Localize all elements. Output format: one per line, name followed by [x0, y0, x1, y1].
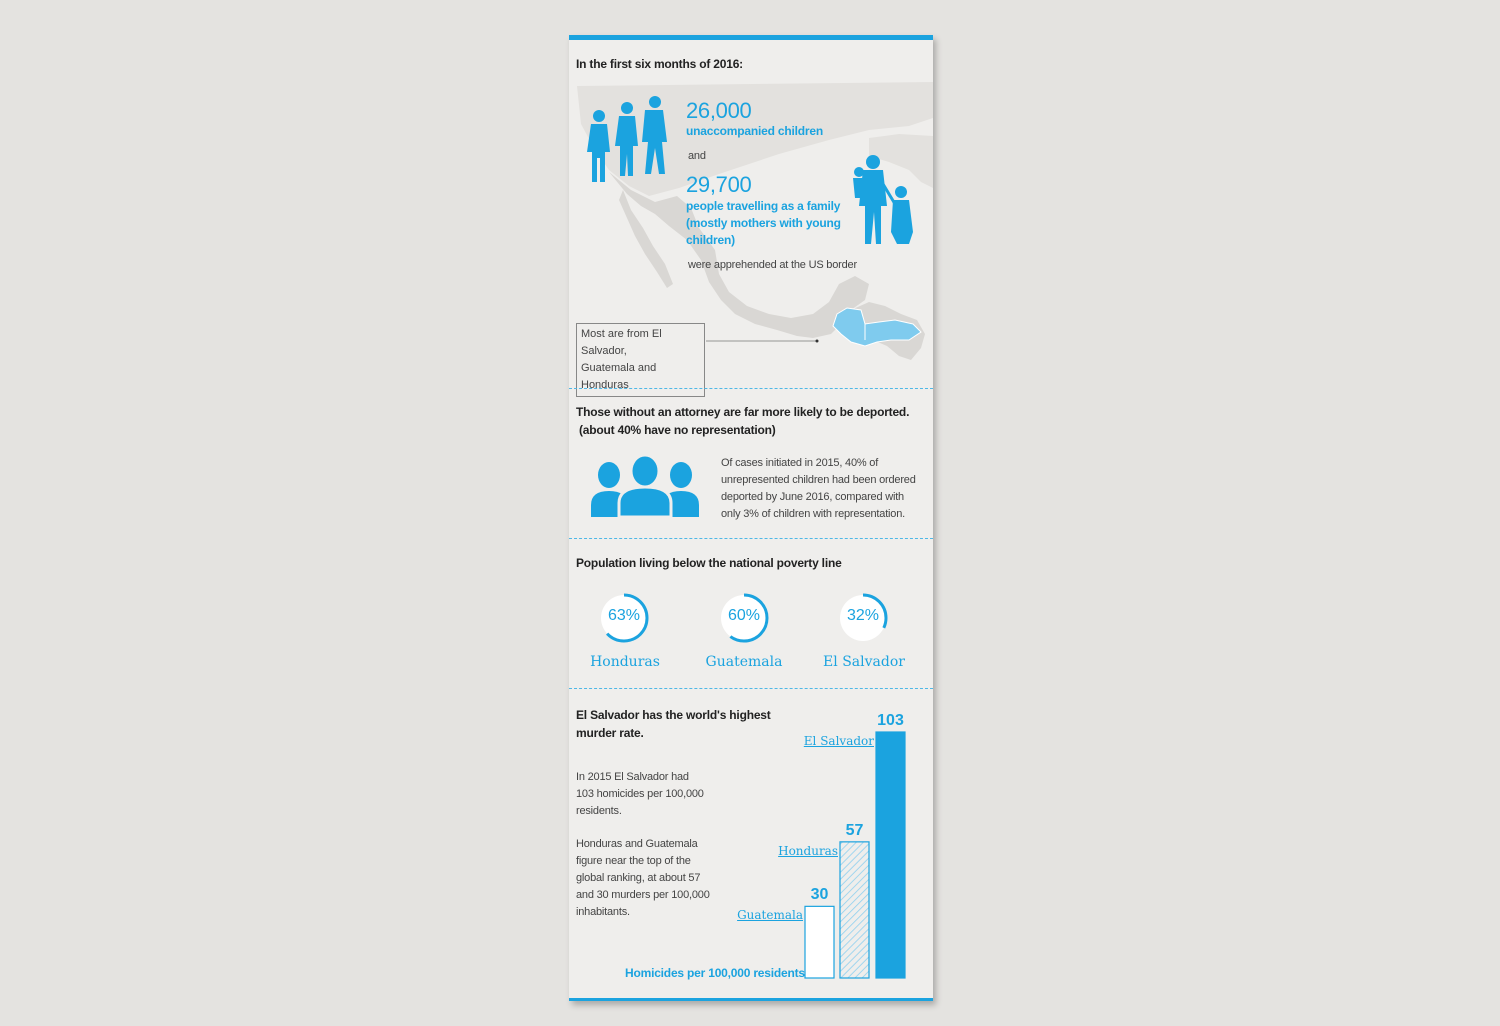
origin-callout-line1: Most are from El Salvador,: [581, 328, 662, 357]
murder-para2-line: figure near the top of the: [576, 855, 691, 867]
murder-para2-line: and 30 murders per 100,000: [576, 889, 710, 901]
chart-axis-label: Homicides per 100,000 residents: [625, 966, 805, 980]
attorney-body-line: unrepresented children had been ordered: [721, 474, 916, 486]
murder-para2-line: global ranking, at about 57: [576, 872, 701, 884]
murder-para2-line: Honduras and Guatemala: [576, 838, 698, 850]
bar-value-label: 30: [810, 886, 829, 904]
attorney-body-line: Of cases initiated in 2015, 40% of: [721, 457, 879, 469]
ring-percent: 63%: [607, 607, 641, 624]
ring-percent: 60%: [727, 607, 761, 624]
murder-para1-line: 103 homicides per 100,000: [576, 788, 704, 800]
origin-callout-line2: Guatemala and Honduras: [581, 362, 657, 391]
bar-guatemala: [805, 906, 834, 978]
attorney-body-line: only 3% of children with representation.: [721, 508, 905, 520]
murder-para1-line: In 2015 El Salvador had: [576, 771, 689, 783]
attorney-body-line: deported by June 2016, compared with: [721, 491, 904, 503]
bar-value-label: 103: [877, 712, 904, 729]
murder-heading-line1: El Salvador has the world's highest: [576, 708, 771, 722]
section1-heading: In the first six months of 2016:: [576, 57, 743, 71]
poverty-heading: Population living below the national poverty line: [576, 556, 842, 570]
infographic-card: [569, 35, 933, 1001]
bar-honduras: [840, 842, 869, 978]
murder-para1-line: residents.: [576, 805, 622, 817]
family-travellers-line2: (mostly mothers with young: [686, 216, 841, 230]
bar-value-label: 57: [845, 821, 864, 839]
bar-category-label: Honduras: [778, 843, 838, 858]
bar-category-label: El Salvador: [803, 734, 874, 748]
ring-percent: 32%: [846, 607, 880, 624]
connector-text: and: [688, 150, 706, 162]
murder-heading-line2: murder rate.: [576, 726, 644, 740]
ring-country-honduras: Honduras: [590, 654, 660, 670]
family-travellers-line1: people travelling as a family: [686, 199, 841, 213]
murder-para2-line: inhabitants.: [576, 906, 630, 918]
ring-country-guatemala: Guatemala: [705, 654, 783, 670]
unaccompanied-children-label: unaccompanied children: [686, 124, 823, 138]
family-travellers-count: 29,700: [686, 172, 752, 197]
family-travellers-line3: children): [686, 233, 735, 247]
attorney-heading-line1: Those without an attorney are far more likely to be deported.: [576, 405, 910, 419]
attorney-heading-line2: (about 40% have no representation): [579, 423, 776, 437]
unaccompanied-children-count: 26,000: [686, 98, 752, 123]
bar-category-label: Guatemala: [737, 908, 803, 923]
apprehended-text: were apprehended at the US border: [688, 259, 857, 271]
bar-el-salvador: [876, 732, 905, 978]
ring-country-el-salvador: El Salvador: [823, 654, 905, 670]
